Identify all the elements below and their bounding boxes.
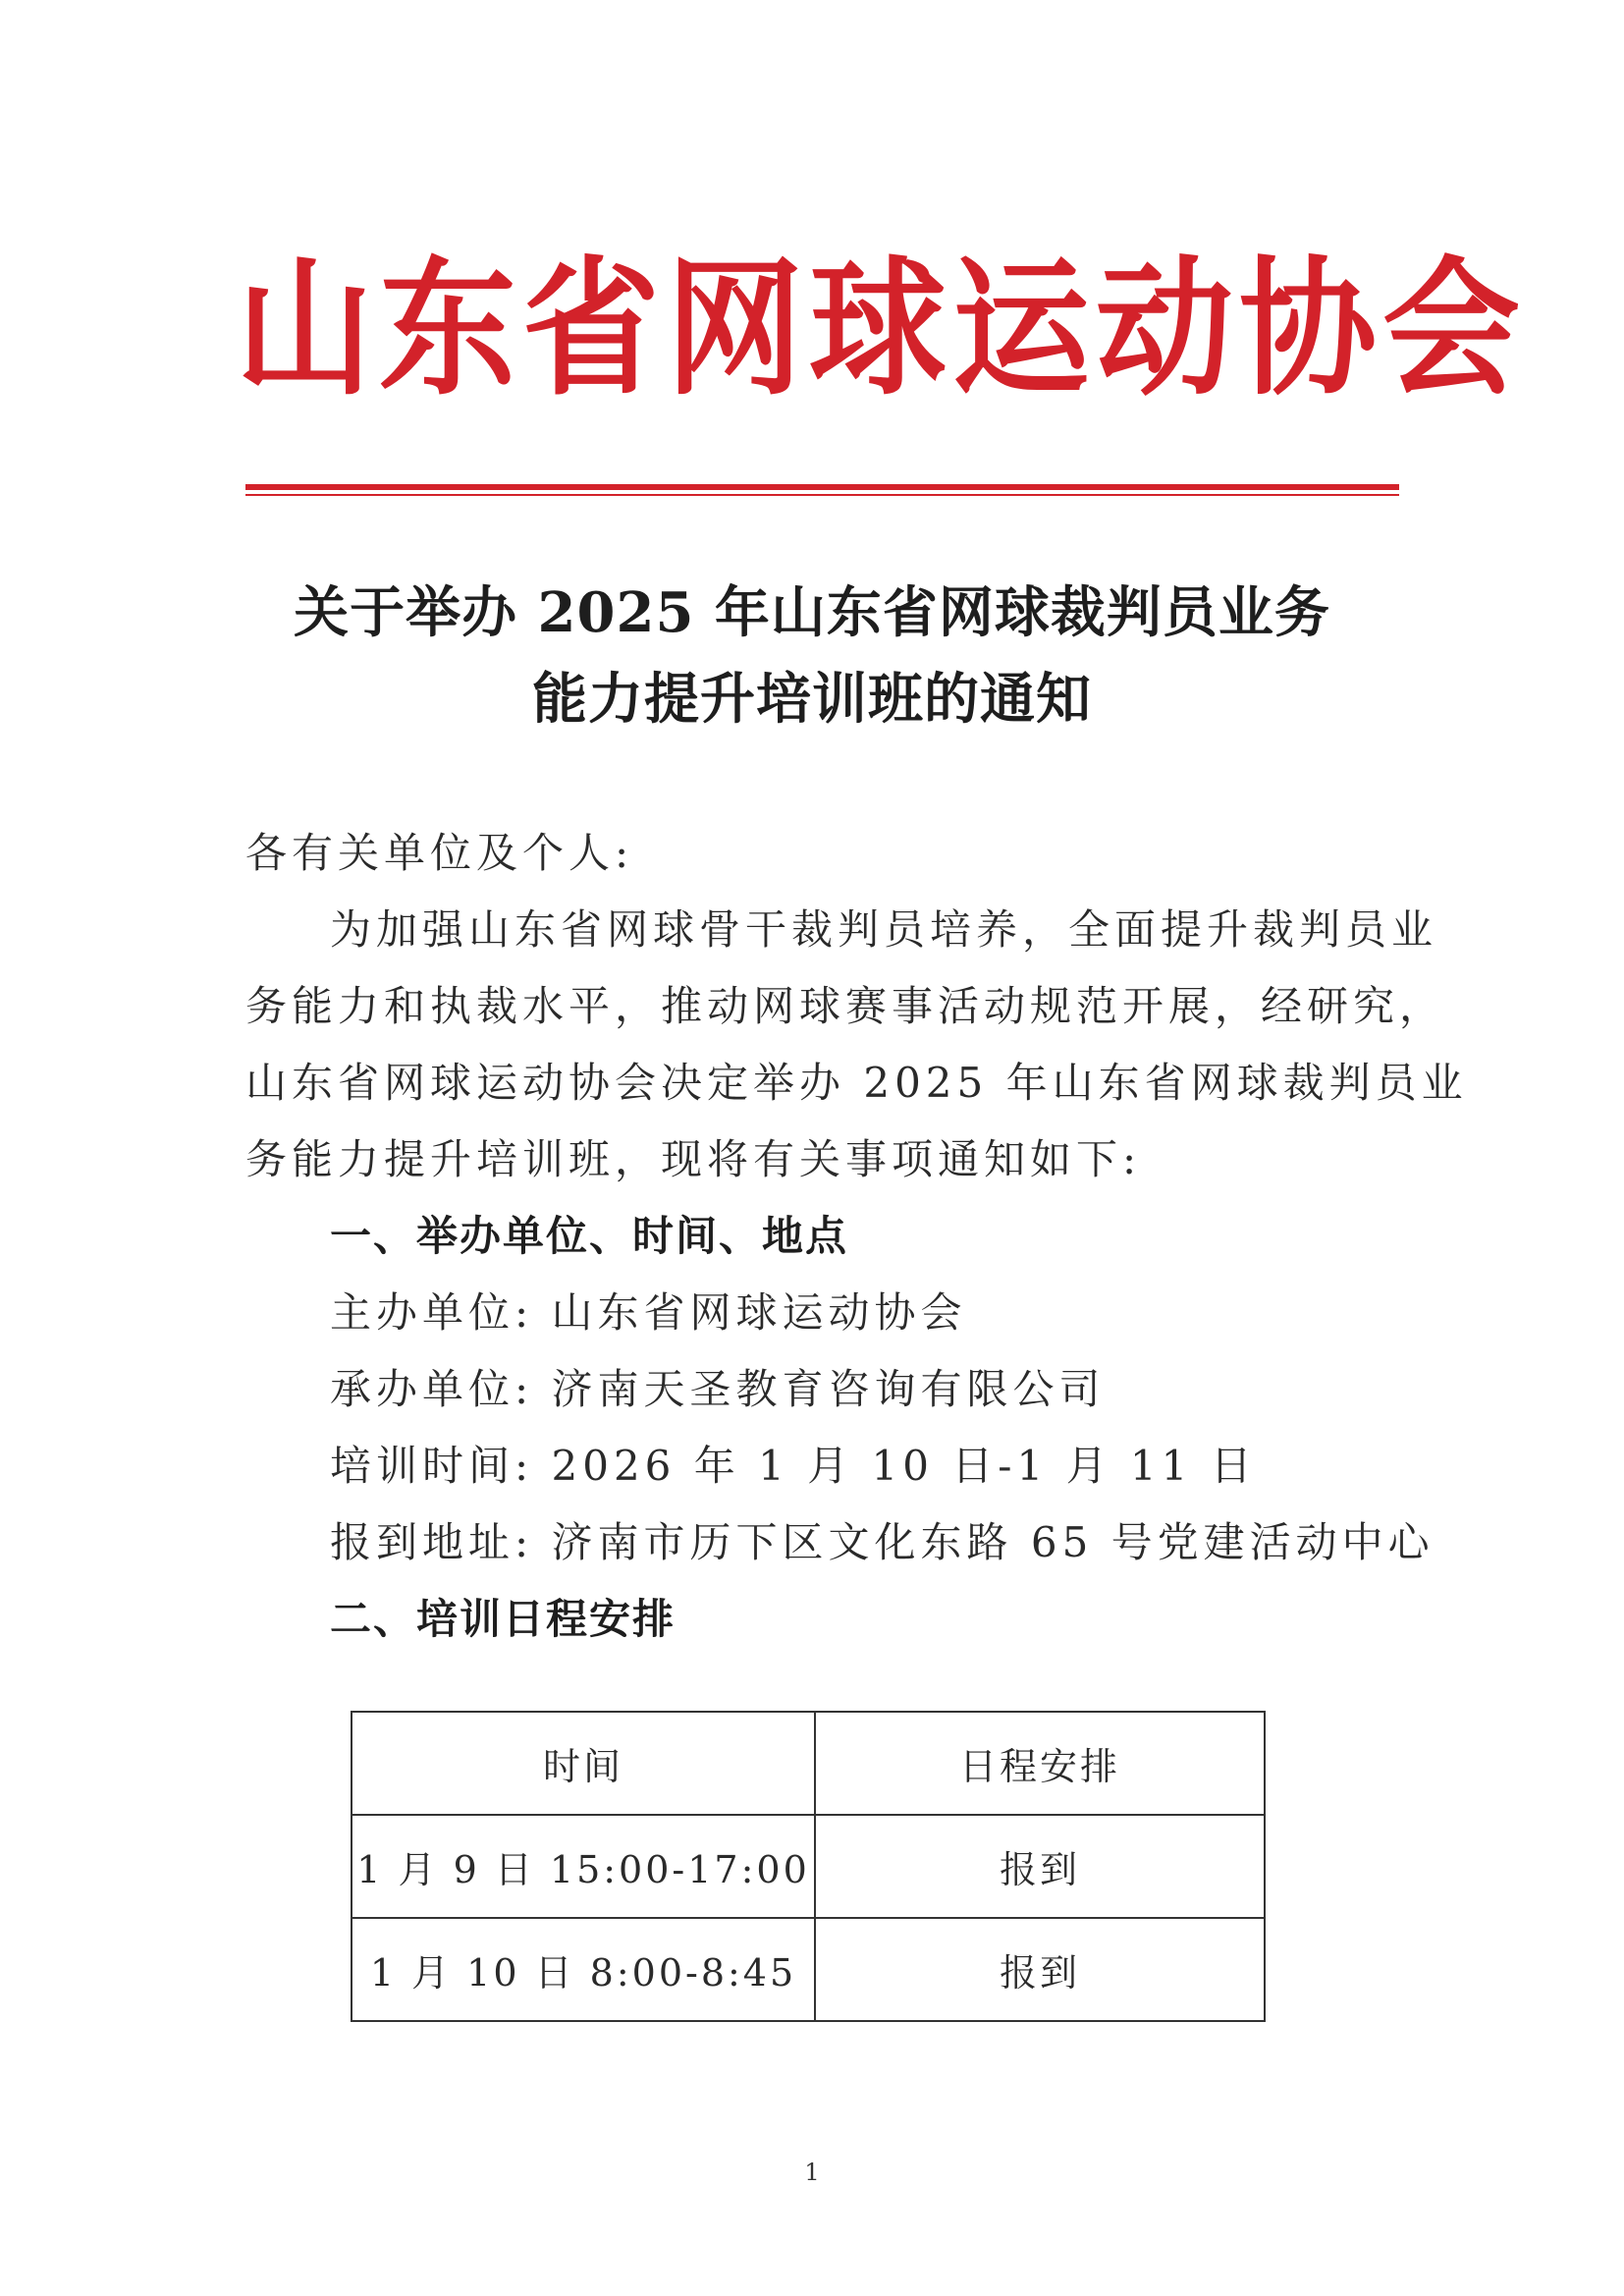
schedule-header-plan: 日程安排 <box>815 1712 1265 1815</box>
training-time-line: 培训时间: 2026 年 1 月 10 日-1 月 11 日 <box>330 1442 1257 1490</box>
intro-line-4: 务能力提升培训班，现将有关事项通知如下: <box>245 1135 1142 1183</box>
organizer-line: 主办单位: 山东省网球运动协会 <box>330 1288 967 1337</box>
schedule-plan-cell: 报到 <box>815 1815 1265 1918</box>
notice-title-line-2: 能力提升培训班的通知 <box>532 667 1092 732</box>
table-row <box>352 1815 1265 1918</box>
intro-line-3: 山东省网球运动协会决定举办 2025 年山东省网球裁判员业 <box>245 1059 1468 1107</box>
registration-address-line: 报到地址: 济南市历下区文化东路 65 号党建活动中心 <box>330 1518 1435 1566</box>
host-line: 承办单位: 济南天圣教育咨询有限公司 <box>330 1365 1106 1413</box>
page-number: 1 <box>804 2159 820 2186</box>
schedule-header-time: 时间 <box>352 1712 815 1815</box>
schedule-plan-cell: 报到 <box>815 1918 1265 2021</box>
schedule-time-cell: 1 月 10 日 8:00-8:45 <box>352 1918 815 2021</box>
schedule-table <box>351 1711 1266 2022</box>
intro-line-1: 为加强山东省网球骨干裁判员培养，全面提升裁判员业 <box>330 905 1438 954</box>
intro-line-2: 务能力和执裁水平，推动网球赛事活动规范开展，经研究， <box>245 982 1446 1030</box>
schedule-header-row <box>352 1712 1265 1815</box>
masthead-organization-name: 山东省网球运动协会 <box>236 243 1527 416</box>
section-2-heading: 二、培训日程安排 <box>330 1595 677 1643</box>
schedule-time-cell: 1 月 9 日 15:00-17:00 <box>352 1815 815 1918</box>
section-1-heading: 一、举办单位、时间、地点 <box>330 1212 849 1260</box>
masthead-red-rule-thick <box>245 484 1399 490</box>
salutation: 各有关单位及个人: <box>245 829 634 877</box>
masthead-red-rule-thin <box>245 494 1399 496</box>
table-row <box>352 1918 1265 2021</box>
notice-title-line-1: 关于举办 2025 年山东省网球裁判员业务 <box>294 580 1330 645</box>
